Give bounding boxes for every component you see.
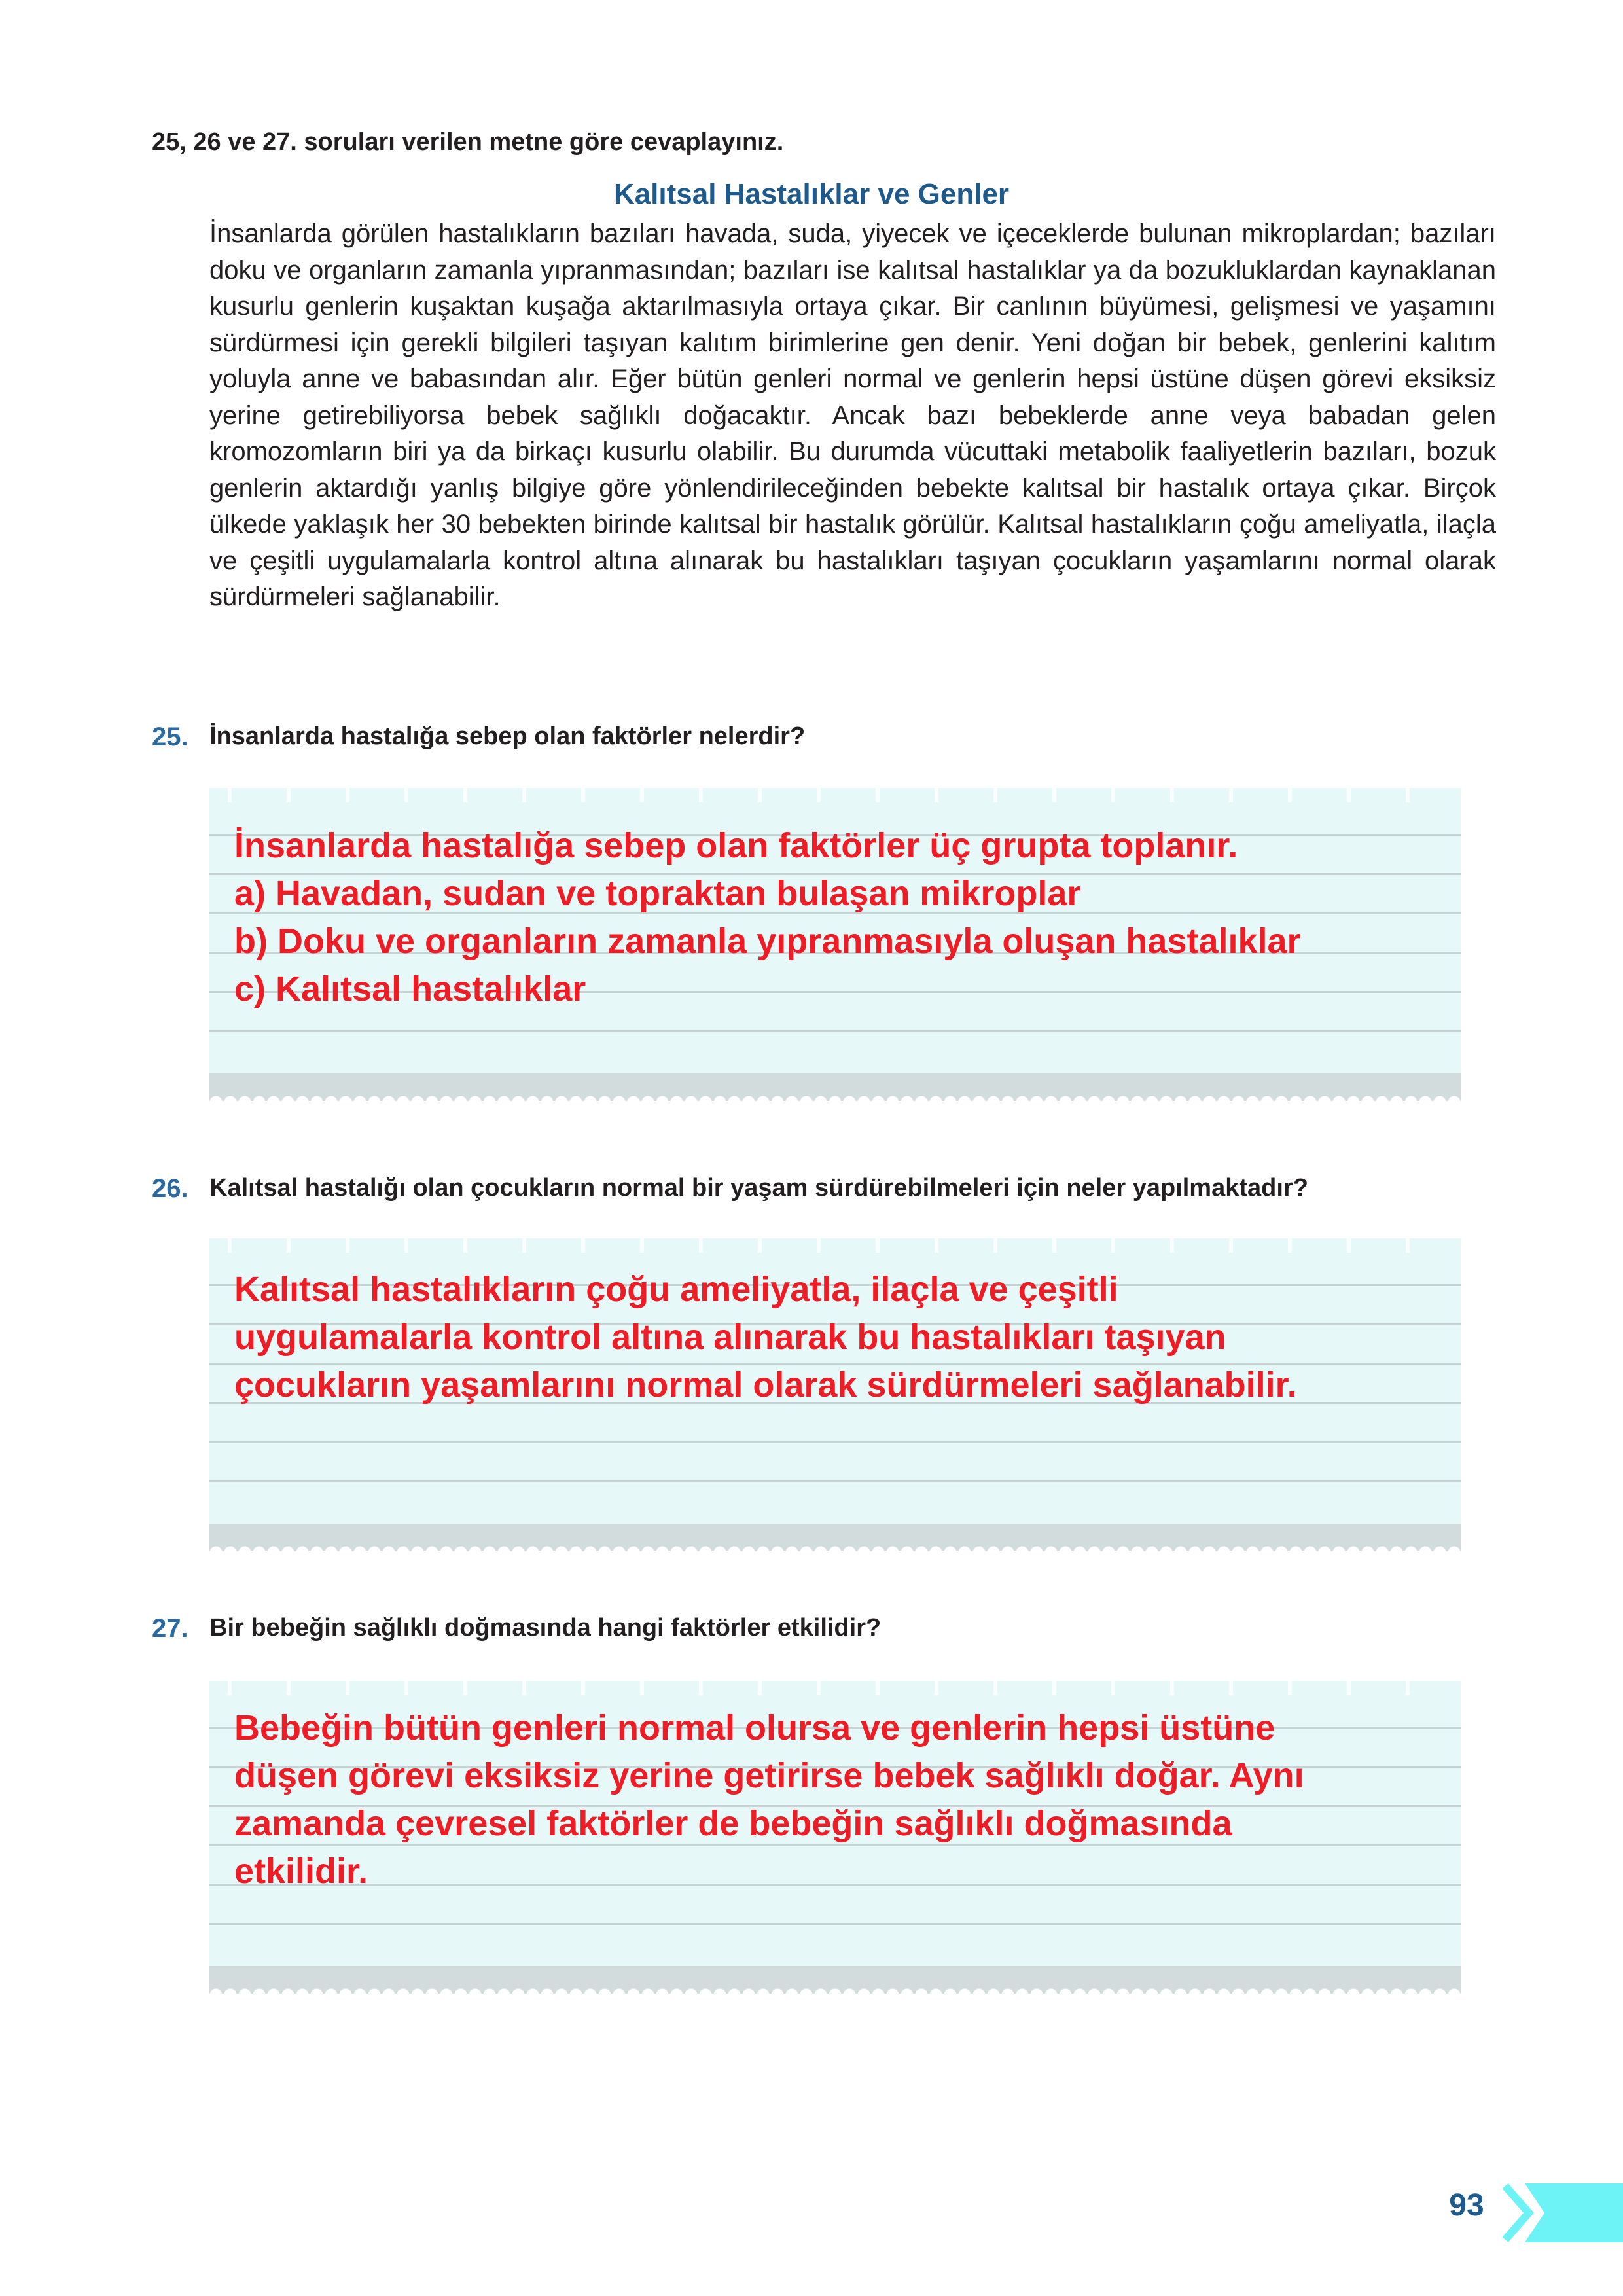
answer-27-line: etkilidir.	[234, 1852, 368, 1891]
answer-27-line: düşen görevi eksiksiz yerine getirirse bebek sağlıklı doğar. Aynı	[234, 1756, 1304, 1795]
page-number: 93	[1449, 2188, 1484, 2223]
question-25-number: 25.	[152, 723, 188, 751]
question-26-number: 26.	[152, 1174, 188, 1203]
question-26-text: Kalıtsal hastalığı olan çocukların normal bir yaşam sürdürebilmeleri için neler yapılmaktadır?	[209, 1174, 1308, 1202]
answer-25-line: a) Havadan, sudan ve topraktan bulaşan mikroplar	[234, 874, 1081, 913]
answer-27	[234, 1704, 1452, 1895]
instructions: 25, 26 ve 27. soruları verilen metne göre cevaplayınız.	[152, 128, 784, 156]
answer-25-line: c) Kalıtsal hastalıklar	[234, 969, 586, 1009]
answer-27-line: Bebeğin bütün genleri normal olursa ve genlerin hepsi üstüne	[234, 1708, 1275, 1748]
answer-26-line: çocukların yaşamlarını normal olarak sürdürmeleri sağlanabilir.	[234, 1365, 1297, 1405]
answer-25-line: İnsanlarda hastalığa sebep olan faktörler üç grupta toplanır.	[234, 826, 1238, 865]
page-tab-arrow-icon	[1486, 2183, 1623, 2242]
answer-25-line: b) Doku ve organların zamanla yıpranmasıyla oluşan hastalıklar	[234, 922, 1301, 961]
passage-title: Kalıtsal Hastalıklar ve Genler	[613, 178, 1010, 210]
question-27-number: 27.	[152, 1614, 188, 1643]
answer-26-line: Kalıtsal hastalıkların çoğu ameliyatla, ilaçla ve çeşitli	[234, 1270, 1118, 1309]
question-25-text: İnsanlarda hastalığa sebep olan faktörler nelerdir?	[209, 723, 806, 750]
passage-text: İnsanlarda görülen hastalıkların bazıları havada, suda, yiyecek ve içeceklerde bulunan mikroplardan; bazıları doku ve organların zamanla yıpranmasından; bazıları ise kalıtsal hastalıklar ya da bozukluklardan kaynaklanan kusurlu genlerin kuşaktan kuşağa aktarılmasıyla ortaya çıkar. Bir canlının büyümesi, gelişmesi ve yaşamını sürdürmesi için gerekli bilgileri taşıyan kalıtım birimlerine gen denir. Yeni doğan bir bebek, genlerini kalıtım yoluyla anne ve babasından alır. Eğer bütün genleri normal ve genlerin hepsi üstüne düşen görevi eksiksiz yerine getirebiliyorsa bebek sağlıklı doğacaktır. Ancak bazı bebeklerde anne veya babadan gelen kromozomların biri ya da birkaçı kusurlu olabilir. Bu durumda vücuttaki metabolik faaliyetlerin bazıları, bozuk genlerin aktardığı yanlış bilgiye göre yönlendirileceğinden bebekte kalıtsal bir hastalık ortaya çıkar. Birçok ülkede yaklaşık her 30 bebekten birinde kalıtsal bir hastalık görülür. Kalıtsal hastalıkların çoğu ameliyatla, ilaçla ve çeşitli uygulamalarla kontrol altına alınarak bu hastalıkları taşıyan çocukların yaşamlarını normal olarak sürdürmeleri sağlanabilir.	[209, 219, 1496, 611]
answer-27-line: zamanda çevresel faktörler de bebeğin sağlıklı doğmasında	[234, 1804, 1232, 1843]
answer-26-line: uygulamalarla kontrol altına alınarak bu hastalıkları taşıyan	[234, 1318, 1226, 1357]
answer-25	[234, 822, 1452, 1013]
question-27-text: Bir bebeğin sağlıklı doğmasında hangi faktörler etkilidir?	[209, 1614, 882, 1641]
answer-26	[234, 1266, 1452, 1409]
